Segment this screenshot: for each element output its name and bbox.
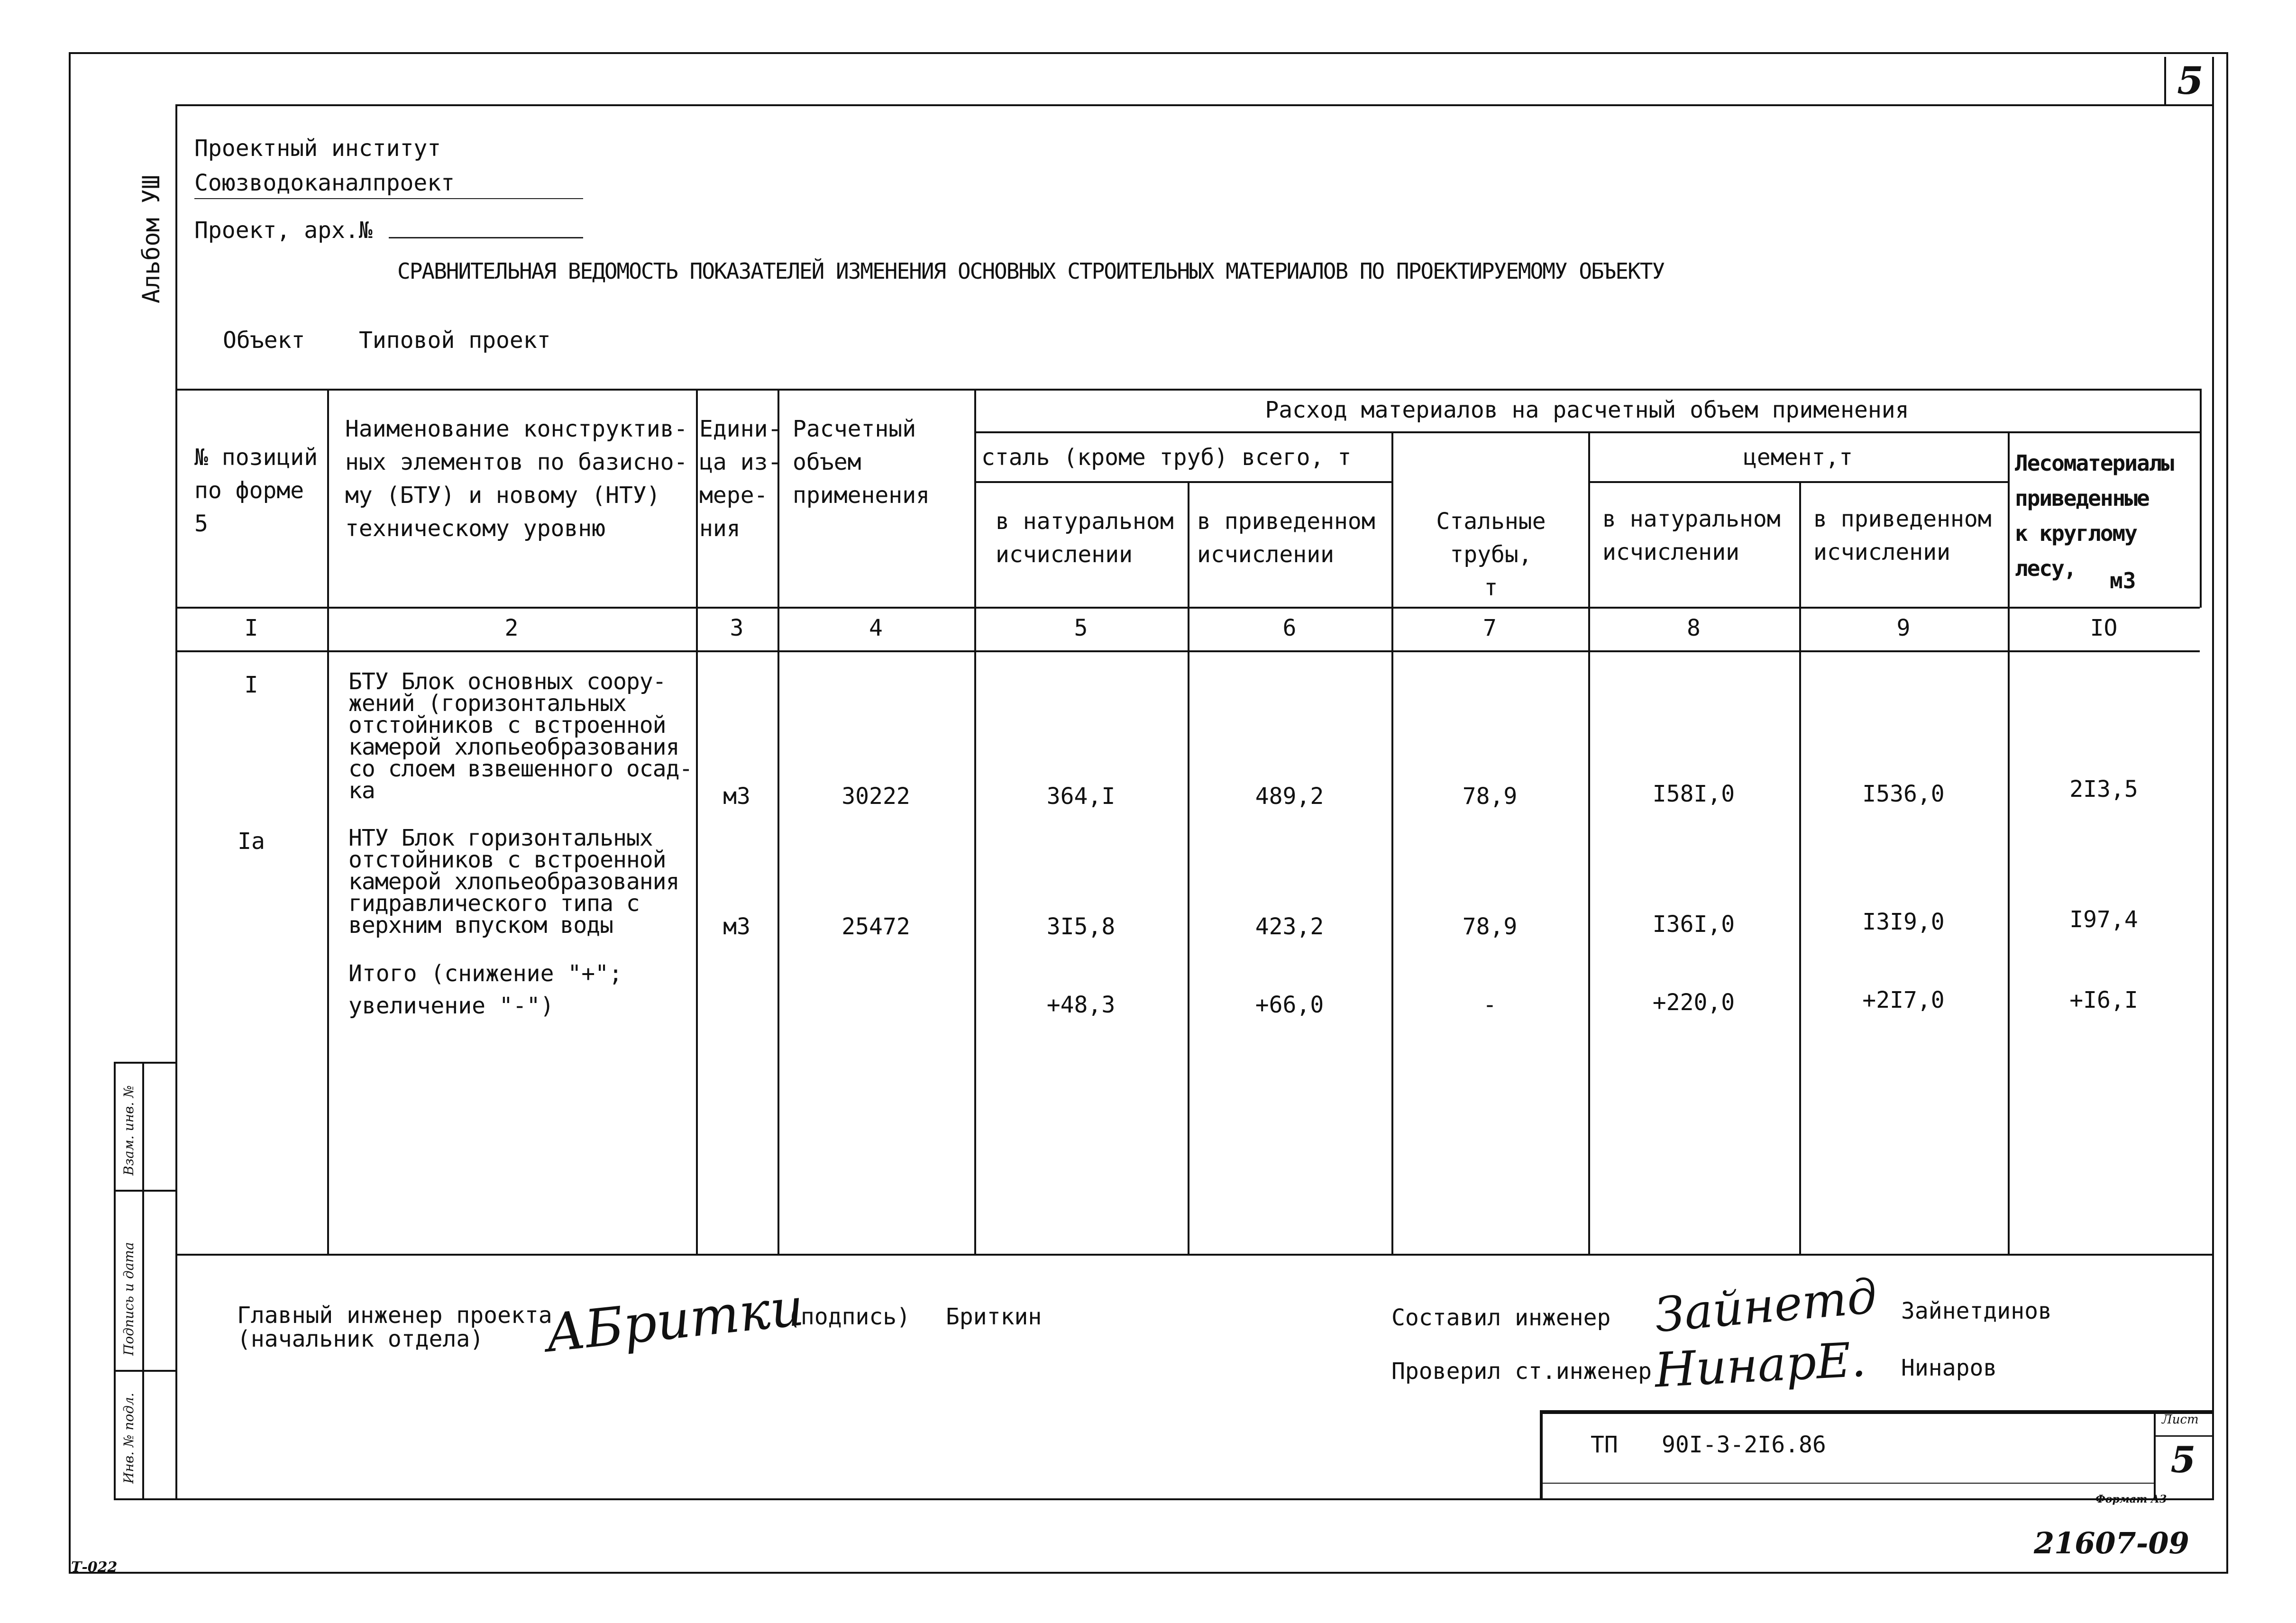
- header-col5: в натуральном исчислении: [996, 508, 1174, 568]
- col-sep-4: [974, 389, 976, 1255]
- header-cement: цемент,т: [1743, 444, 1853, 471]
- institute-name: Союзводоканалпроект: [194, 170, 455, 196]
- side-label: Альбом УШ: [137, 175, 165, 303]
- bottom-right-code: 21607-09: [2034, 1526, 2189, 1560]
- header-col3: Едини- ца из- мере- ния: [699, 416, 782, 542]
- chief-signature: АБритки: [542, 1276, 807, 1364]
- sheet-label-line: [2154, 1435, 2213, 1437]
- row1-c8: I58I,0: [1652, 781, 1735, 807]
- header-group: Расход материалов на расчетный объем применения: [1265, 397, 1909, 423]
- row2-volume: 25472: [842, 913, 910, 940]
- titleblock-top: [1540, 1410, 2213, 1414]
- total-c9: +2I7,0: [1862, 987, 1945, 1013]
- header-col4: Расчетный объем применения: [793, 416, 930, 509]
- outer-frame-top: [69, 52, 2228, 54]
- checked-name: Нинаров: [1901, 1355, 1997, 1381]
- col-number-3: 3: [730, 615, 744, 641]
- inner-frame-bottom: [114, 1498, 2214, 1500]
- signature-note: (подпись): [787, 1304, 911, 1330]
- total-c7: -: [1483, 992, 1497, 1018]
- total-c10: +I6,I: [2069, 987, 2138, 1013]
- row1-unit: м3: [723, 783, 750, 810]
- chief-engineer-label: Главный инженер проекта (начальник отдела): [237, 1302, 552, 1352]
- stamp-line-1: [114, 1062, 177, 1064]
- col-number-7: 7: [1483, 615, 1497, 641]
- object-value: Типовой проект: [359, 327, 551, 354]
- stamp-left-line: [114, 1062, 116, 1500]
- row1-name: БТУ Блок основных соору- жений (горизонтальных отстойников с встроенной камерой хлопьеобразования со слоем взвешенного осад- ка: [348, 668, 693, 804]
- inner-frame-right: [2212, 57, 2214, 1500]
- stamp-line-2: [114, 1190, 177, 1192]
- checked-label: Проверил ст.инженер: [1391, 1358, 1652, 1385]
- sheet-box-top-left: [2164, 57, 2166, 105]
- col-number-4: 4: [869, 615, 883, 641]
- checked-signature: НинарЕ.: [1653, 1331, 1867, 1398]
- institute-label: Проектный институт: [194, 135, 441, 162]
- compiled-label: Составил инженер: [1391, 1304, 1611, 1331]
- header-steel: сталь (кроме труб) всего, т: [981, 444, 1352, 471]
- col-number-2: 2: [504, 615, 519, 641]
- project-label: Проект, арх.№: [194, 217, 373, 244]
- row1-c6: 489,2: [1255, 783, 1324, 810]
- sheet-number-top: 5: [2177, 58, 2204, 103]
- institute-underline: [194, 198, 583, 199]
- row2-c7: 78,9: [1462, 913, 1518, 940]
- group-sub-line: [974, 431, 2200, 433]
- object-label: Объект: [223, 327, 305, 354]
- col-number-1: I: [244, 615, 258, 641]
- chief-engineer-name: Бриткин: [946, 1304, 1042, 1330]
- header-col7: Стальные трубы, т: [1436, 508, 1546, 601]
- header-col10: Лесоматериалы приведенные к круглому лесу,: [2015, 450, 2174, 581]
- project-number-line: [389, 237, 583, 238]
- bottom-left-code: Т-022: [71, 1559, 118, 1576]
- row2-unit: м3: [723, 913, 750, 940]
- row2-c10: I97,4: [2069, 906, 2138, 933]
- titleblock-bottom-row: [1540, 1483, 2154, 1484]
- header-col1: № позиций по форме 5: [194, 444, 318, 537]
- outer-frame-right: [2226, 52, 2228, 1574]
- table-bottom-line: [175, 1254, 2214, 1256]
- col-number-8: 8: [1687, 615, 1701, 641]
- row2-c6: 423,2: [1255, 913, 1324, 940]
- col-number-10: IO: [2090, 615, 2118, 641]
- inner-frame-top: [175, 104, 2214, 106]
- header-col10-unit: м3: [2110, 568, 2136, 593]
- row2-name: НТУ Блок горизонтальных отстойников с встроенной камерой хлопьеобразования гидравлического типа с верхним впуском воды: [348, 825, 679, 939]
- doc-code: 90I-3-2I6.86: [1662, 1432, 1826, 1458]
- col-number-6: 6: [1282, 615, 1297, 641]
- total-c8: +220,0: [1652, 989, 1735, 1016]
- col-number-9: 9: [1896, 615, 1911, 641]
- row1-c7: 78,9: [1462, 783, 1518, 810]
- col-sep-6: [1391, 431, 1393, 1255]
- inner-frame-left: [175, 104, 177, 1500]
- compiled-name: Зайнетдинов: [1901, 1298, 2052, 1324]
- header-col8: в натуральном исчислении: [1602, 506, 1781, 565]
- col-number-5: 5: [1074, 615, 1088, 641]
- steel-sub-line: [974, 481, 1391, 483]
- row2-c9: I3I9,0: [1862, 909, 1945, 935]
- row1-volume: 30222: [842, 783, 910, 810]
- titleblock-sheet-sep: [2154, 1410, 2156, 1500]
- table-top-line: [175, 389, 2200, 391]
- col-sep-5: [1188, 481, 1189, 1255]
- document-title: СРАВНИТЕЛЬНАЯ ВЕДОМОСТЬ ПОКАЗАТЕЛЕЙ ИЗМЕНЕНИЯ ОСНОВНЫХ СТРОИТЕЛЬНЫХ МАТЕРИАЛОВ ПО ПРОЕКТИРУЕМОМУ ОБЪЕКТУ: [397, 258, 1665, 284]
- total-c5: +48,3: [1046, 992, 1116, 1018]
- format-label: Формат А3: [2095, 1493, 2167, 1505]
- header-col6: в приведенном исчислении: [1197, 508, 1375, 568]
- col-sep-1: [327, 389, 329, 1255]
- total-c6: +66,0: [1255, 992, 1324, 1018]
- stamp-replacement-inv: Взам. инв. №: [121, 1085, 137, 1176]
- col-sep-8: [1799, 481, 1801, 1255]
- col-sep-9: [2008, 431, 2010, 1255]
- row1-pos: I: [244, 672, 258, 698]
- row2-c8: I36I,0: [1652, 911, 1735, 938]
- titleblock-left: [1540, 1410, 1543, 1500]
- header-col9: в приведенном исчислении: [1813, 506, 1992, 565]
- row2-pos: Ia: [238, 828, 265, 855]
- row1-c5: 364,I: [1046, 783, 1116, 810]
- doc-code-prefix: ТП: [1591, 1432, 1618, 1458]
- row2-c5: 3I5,8: [1046, 913, 1116, 940]
- stamp-line-3: [114, 1370, 177, 1372]
- col-sep-7: [1588, 431, 1590, 1255]
- sheet-label: Лист: [2162, 1413, 2199, 1427]
- outer-frame-bottom: [69, 1572, 2228, 1574]
- stamp-signature-date: Подпись и дата: [121, 1242, 137, 1356]
- col-sep-right: [2200, 389, 2202, 608]
- sheet-number: 5: [2170, 1439, 2196, 1481]
- row1-c9: I536,0: [1862, 781, 1945, 807]
- total-label: Итого (снижение "+"; увеличение "-"): [348, 960, 622, 1019]
- row1-c10: 2I3,5: [2069, 776, 2138, 802]
- stamp-original-inv: Инв. № подл.: [121, 1393, 137, 1484]
- cement-sub-line: [1588, 481, 2008, 483]
- outer-frame-left: [69, 52, 71, 1574]
- col-sep-2: [696, 389, 698, 1255]
- compiled-signature: Зайнетд: [1652, 1268, 1879, 1343]
- header-col2: Наименование конструктив- ных элементов по базисно- му (БТУ) и новому (НТУ) техническому уровню: [345, 416, 688, 542]
- stamp-mid-line: [142, 1062, 144, 1500]
